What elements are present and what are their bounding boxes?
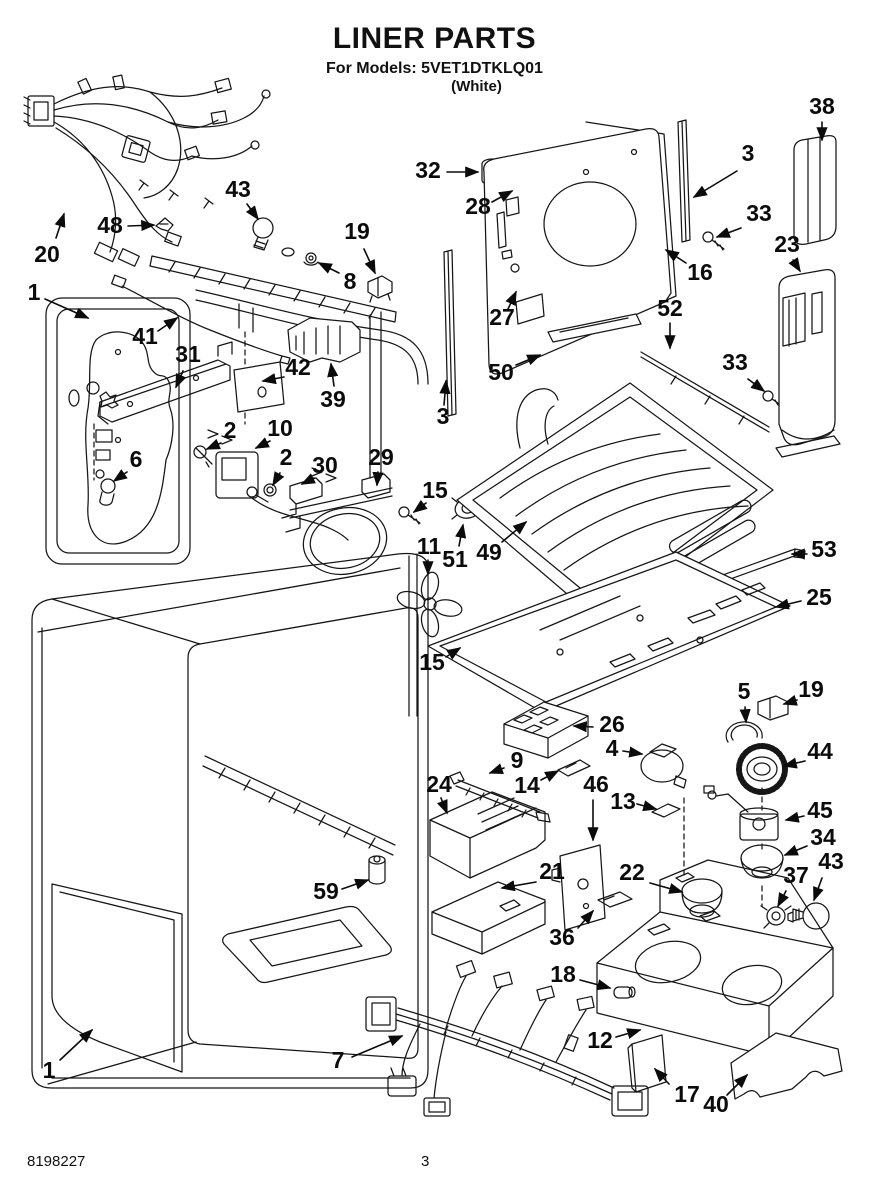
models-line: For Models: 5VET1DTKLQ01 [326,59,543,77]
callout-label-37-51: 37 [783,862,809,888]
title-block [0,22,869,95]
callout-label-5-45: 5 [737,678,751,704]
part-wiring-harness-20 [24,75,270,266]
callout-label-53-33: 53 [811,536,837,562]
callout-label-2-25: 2 [223,417,237,443]
callout-label-1-3: 1 [27,279,41,305]
callout-label-50-21: 50 [488,359,514,385]
callout-arrow-12-55 [616,1030,640,1037]
callout-arrow-2-25 [207,443,221,449]
part-cup-34 [741,845,783,878]
part-control-housing-23 [776,270,840,457]
callout-label-18-53: 18 [550,961,576,987]
part-cup-22 [682,879,722,917]
callout-arrow-2-26 [273,473,280,485]
part-cover-plate-40 [731,1033,842,1099]
callout-label-19-46: 19 [798,676,824,702]
callout-arrow-22-43 [650,883,682,892]
callout-arrow-45-48 [786,816,804,820]
callout-arrow-51-30 [459,525,463,546]
callout-arrow-43-2 [247,204,258,219]
callout-label-59-52: 59 [313,878,339,904]
callout-arrow-3-19 [444,381,446,405]
part-clip-19-top [368,276,392,302]
callout-label-21-42: 21 [539,858,565,884]
callout-label-40-57: 40 [703,1091,729,1117]
callout-label-36-44: 36 [549,924,575,950]
part-socket-37 [761,906,791,928]
callout-label-43-50: 43 [818,848,844,874]
callout-arrow-3-14 [694,171,737,197]
callout-arrow-1-58 [60,1030,92,1060]
callout-arrow-7-54 [352,1036,402,1057]
part-cover-38 [794,136,836,245]
callout-arrow-39-7 [331,364,334,386]
callout-label-39-7: 39 [320,386,346,412]
callout-arrow-18-53 [580,980,610,988]
callout-label-38-16: 38 [809,93,835,119]
callout-label-2-26: 2 [279,444,293,470]
callout-label-15-28: 15 [422,477,448,503]
callout-arrow-4-39 [623,751,642,754]
callout-label-32-10: 32 [415,157,441,183]
callout-label-3-14: 3 [741,140,755,166]
part-bulb-43b [788,903,829,929]
part-nut-2b [264,484,276,496]
part-liner-top-section [46,290,428,564]
callout-label-4-39: 4 [605,735,619,761]
callout-label-30-22: 30 [312,452,338,478]
part-plate-42 [234,362,284,412]
callout-label-15-34: 15 [419,649,445,675]
callout-label-7-54: 7 [331,1047,345,1073]
part-duct-24 [430,792,545,878]
callout-arrow-43-50 [814,878,822,900]
part-bracket-13 [652,804,680,817]
callout-label-48-1: 48 [97,212,123,238]
callout-arrow-37-51 [778,891,786,906]
callout-label-16-13: 16 [687,259,713,285]
callout-arrow-33-15 [717,228,741,237]
callout-arrow-10-24 [256,441,270,448]
callout-label-43-2: 43 [225,176,251,202]
callout-arrow-19-8 [364,249,375,273]
callout-arrow-26-35 [574,726,593,727]
part-liner-lower-section [32,554,428,1088]
page-number: 3 [421,1153,430,1170]
callout-arrow-33-20 [748,379,764,391]
callout-label-10-24: 10 [267,415,293,441]
callout-label-3-19: 3 [436,403,450,429]
part-pan-12 [597,860,833,1056]
part-motor-4 [641,744,686,788]
part-fan-blade-11 [395,570,463,638]
part-clip-5 [726,722,762,742]
part-grommet-8 [304,253,318,265]
callout-label-45-48: 45 [807,797,833,823]
part-gear-44 [739,746,785,792]
callout-arrow-30-22 [302,478,314,484]
callout-label-24-41: 24 [426,771,452,797]
callout-label-20-0: 20 [34,241,60,267]
callout-label-44-47: 44 [807,738,833,764]
callout-label-29-23: 29 [368,444,394,470]
part-duct-21 [432,882,545,954]
callout-arrow-14-37 [541,771,558,780]
part-clip-48 [156,218,173,231]
callout-arrow-13-40 [637,804,656,809]
color-line: (White) [451,77,502,95]
callout-label-11-29: 11 [416,533,442,559]
document-number: 8198227 [27,1153,86,1170]
callout-label-17-56: 17 [674,1081,700,1107]
part-bulb-43-top [253,218,294,256]
callout-label-46-38: 46 [583,771,609,797]
callout-label-26-35: 26 [599,711,625,737]
part-clip-19b [758,696,788,720]
callout-arrow-23-17 [793,260,800,271]
callout-arrow-8-9 [319,263,339,273]
callout-arrow-5-45 [745,707,746,722]
page-title: LINER PARTS [332,22,537,55]
callout-label-52-18: 52 [657,295,683,321]
part-pad-17 [628,1035,666,1092]
part-screw-33a [703,232,724,250]
callout-label-41-4: 41 [132,323,158,349]
callout-label-23-17: 23 [774,231,800,257]
callout-label-8-9: 8 [343,268,357,294]
part-fan-shroud [297,500,417,716]
callout-arrow-48-1 [128,225,154,226]
callout-label-25-32: 25 [806,584,832,610]
callout-label-28-11: 28 [465,193,491,219]
callout-label-12-55: 12 [587,1027,613,1053]
part-trim-strip-3-right [678,120,690,242]
part-screw-2a [194,446,212,467]
callout-arrow-9-36 [490,768,504,773]
callout-arrow-34-49 [785,846,807,855]
callout-label-14-37: 14 [514,772,540,798]
callout-label-31-5: 31 [175,341,201,367]
callout-label-42-6: 42 [285,354,311,380]
part-lamp-18 [614,987,635,998]
callout-label-19-8: 19 [344,218,370,244]
callout-arrow-24-41 [441,798,447,813]
part-bushing-59 [369,856,385,884]
callout-arrow-59-52 [342,880,368,889]
callout-label-9-36: 9 [510,747,524,773]
callout-label-51-30: 51 [442,546,468,572]
callout-arrow-29-23 [377,472,378,485]
callout-label-1-58: 1 [42,1057,56,1083]
callout-arrow-15-28 [414,503,426,512]
callout-label-33-20: 33 [722,349,748,375]
callout-label-34-49: 34 [810,824,836,850]
callout-label-6-27: 6 [129,446,143,472]
callout-label-33-15: 33 [746,200,772,226]
callout-label-27-12: 27 [489,304,515,330]
callout-label-13-40: 13 [610,788,636,814]
callout-label-49-31: 49 [476,539,502,565]
callout-arrow-20-0 [56,214,64,238]
callout-label-22-43: 22 [619,859,645,885]
